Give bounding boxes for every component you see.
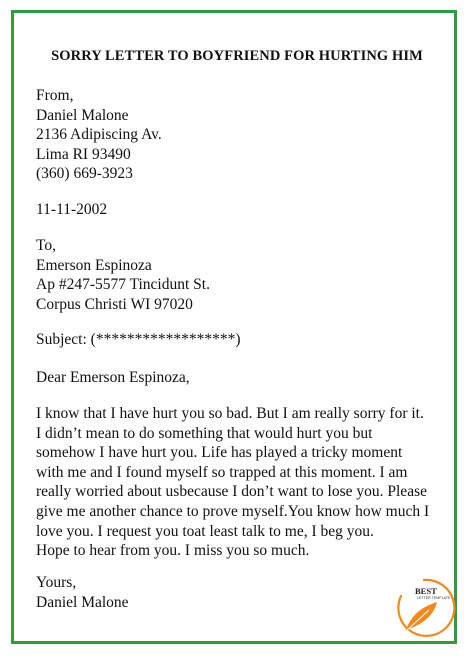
sender-block (36, 86, 162, 184)
body-line: give me another chance to prove myself.You know how much I (36, 502, 430, 520)
feather-quill-icon (393, 576, 457, 640)
sender-phone: (360) 669-3923 (36, 165, 133, 183)
closing-block (36, 573, 129, 612)
subject-line (36, 330, 241, 350)
valediction: Yours, (36, 574, 77, 591)
letter-date (36, 200, 107, 220)
body-line: Hope to hear from you. I miss you so much. (36, 542, 310, 560)
sender-label: From, (36, 87, 74, 104)
date-text: 11-11-2002 (36, 201, 108, 218)
logo-title: BEST (415, 586, 437, 596)
letter-body (36, 404, 429, 561)
body-line: somehow I have hurt you. Life has played a tricky moment (36, 444, 403, 462)
salutation (36, 368, 190, 388)
best-letter-template-logo (393, 576, 457, 640)
greeting-text: Dear Emerson Espinoza, (36, 369, 190, 386)
body-line: I know that I have hurt you so bad. But I am really sorry for it. (36, 405, 424, 422)
sender-address-line1: 2136 Adipiscing Av. (36, 126, 162, 144)
subject-text: Subject: (******************) (36, 331, 241, 348)
recipient-address-line2: Corpus Christi WI 97020 (36, 295, 193, 313)
sender-name: Daniel Malone (36, 106, 129, 124)
recipient-name: Emerson Espinoza (36, 256, 152, 274)
letter-title: SORRY LETTER TO BOYFRIEND FOR HURTING HIM (51, 48, 423, 64)
recipient-label: To, (36, 237, 57, 254)
body-line: with me and I found myself so trapped at this moment. I am (36, 463, 408, 481)
recipient-address-line1: Ap #247-5577 Tincidunt St. (36, 276, 210, 294)
body-line: love you. I request you toat least talk to me, I beg you. (36, 522, 374, 540)
sender-address-line2: Lima RI 93490 (36, 145, 131, 163)
body-line: I didn’t mean to do something that would hurt you but (36, 424, 373, 442)
body-line: really worried about usbecause I don’t want to lose you. Please (36, 483, 427, 501)
recipient-block (36, 236, 210, 314)
signature-name: Daniel Malone (36, 593, 129, 611)
logo-subtitle: LETTER TEMPLATE (417, 596, 451, 600)
